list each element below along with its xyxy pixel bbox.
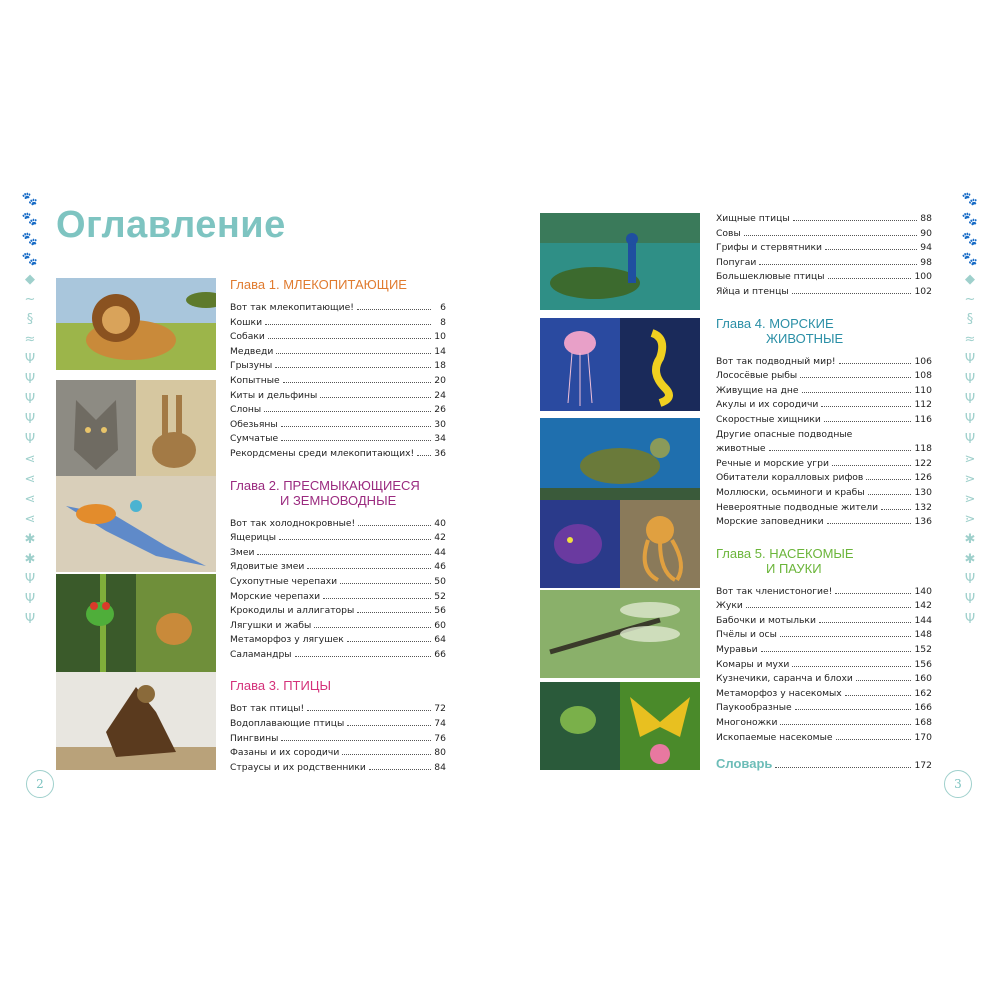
toc-entry-page: 66 <box>434 648 446 660</box>
toc-entry-page: 18 <box>434 360 446 372</box>
toc-entry-page: 126 <box>914 472 932 484</box>
paw-print-icon: 🐾 <box>961 212 979 227</box>
bird-track-icon: Ψ <box>964 592 976 607</box>
photo-eagle <box>56 672 216 770</box>
paw-print-icon: 🐾 <box>961 232 979 247</box>
toc-entry[interactable] <box>230 359 446 374</box>
page-number-left: 2 <box>26 770 54 798</box>
toc-entry-title: Саламандры <box>230 648 292 660</box>
toc-entry-page: 90 <box>920 227 932 239</box>
chapter-5 <box>716 546 932 746</box>
toc-entry-page: 50 <box>434 575 446 587</box>
toc-entry[interactable] <box>716 599 932 614</box>
paw-print-icon: 🐾 <box>21 192 39 207</box>
toc-entry[interactable] <box>716 672 932 687</box>
toc-entry-title: Змеи <box>230 546 255 558</box>
bird-track-icon: Ψ <box>964 412 976 427</box>
fish-icon: ⋖ <box>24 472 36 487</box>
toc-entry-page: 52 <box>434 590 446 602</box>
toc-entry-title: Моллюски, осьминоги и крабы <box>716 486 865 498</box>
toc-entry[interactable] <box>230 374 446 389</box>
fish-icon: ⋗ <box>964 472 976 487</box>
toc-entry-page: 42 <box>434 532 446 544</box>
toc-entry[interactable] <box>716 628 932 643</box>
photo-wolf-and-hare <box>56 380 216 476</box>
chapter-heading[interactable]: Глава 2. ПРЕСМЫКАЮЩИЕСЯ И ЗЕМНОВОДНЫЕ <box>230 477 420 508</box>
chapter-entries <box>230 702 446 775</box>
toc-entry[interactable] <box>230 403 446 418</box>
toc-entry[interactable] <box>716 256 932 271</box>
paw-print-icon: 🐾 <box>961 192 979 207</box>
toc-entry-page: 80 <box>434 747 446 759</box>
toc-entry-title: Скоростные хищники <box>716 413 821 425</box>
bird-track-icon: Ψ <box>24 612 36 627</box>
bird-track-icon: Ψ <box>964 372 976 387</box>
fish-icon: ⋖ <box>24 492 36 507</box>
toc-entry-page: 132 <box>914 501 932 513</box>
toc-entry[interactable] <box>716 486 932 501</box>
toc-entry-title: Комары и мухи <box>716 658 790 670</box>
photo-lizard <box>56 476 216 572</box>
bird-track-icon: Ψ <box>24 392 36 407</box>
toc-entry[interactable] <box>716 384 932 399</box>
toc-entry-page: 74 <box>434 718 446 730</box>
snake-icon: § <box>966 312 974 327</box>
bird-track-icon: Ψ <box>24 572 36 587</box>
toc-entry[interactable] <box>230 633 446 648</box>
toc-entry-page: 98 <box>920 256 932 268</box>
frog-icon: ◆ <box>25 272 35 287</box>
toc-entry-page: 156 <box>914 658 932 670</box>
toc-entry-title: Вот так холоднокровные! <box>230 517 356 529</box>
toc-entry-title: Большеклювые птицы <box>716 271 825 283</box>
toc-entry-title: Вот так членистоногие! <box>716 585 833 597</box>
toc-entry[interactable] <box>716 515 932 530</box>
chapter-heading[interactable]: Глава 3. ПТИЦЫ <box>230 678 331 694</box>
chapter-entries <box>230 517 446 663</box>
toc-entry[interactable] <box>230 575 446 590</box>
left-decoration-strip <box>8 190 52 630</box>
toc-entry[interactable] <box>230 345 446 360</box>
photo-boxfish-and-octopus <box>540 500 700 588</box>
toc-entry-title: Кошки <box>230 316 263 328</box>
toc-entry-page: 136 <box>914 516 932 528</box>
crab-icon: ✱ <box>24 532 36 547</box>
toc-entry-page: 152 <box>914 644 932 656</box>
toc-entry[interactable] <box>716 585 932 600</box>
toc-entry[interactable] <box>230 517 446 532</box>
chapter-1 <box>230 277 446 462</box>
toc-entry-page: 8 <box>440 316 446 328</box>
toc-entry-page: 106 <box>914 355 932 367</box>
chapter-heading[interactable]: Глава 5. НАСЕКОМЫЕ И ПАУКИ <box>716 545 854 576</box>
toc-entry-page: 144 <box>914 614 932 626</box>
toc-entry-title: Слоны <box>230 404 262 416</box>
bird-track-icon: Ψ <box>24 592 36 607</box>
chapter-3-continued <box>716 212 932 300</box>
bird-track-icon: Ψ <box>24 352 36 367</box>
toc-entry-title: Фазаны и их сородичи <box>230 747 340 759</box>
toc-entry-title: Морские заповедники <box>716 516 824 528</box>
toc-entry-title: Грызуны <box>230 360 273 372</box>
toc-entry[interactable] <box>716 701 932 716</box>
toc-left <box>230 277 446 775</box>
chapter-2 <box>230 478 446 663</box>
toc-entry[interactable] <box>230 619 446 634</box>
toc-entry-title: Другие опасные подводные <box>716 428 853 440</box>
toc-entry-page: 170 <box>914 731 932 743</box>
toc-entry[interactable] <box>716 716 932 731</box>
toc-entry-page: 108 <box>914 370 932 382</box>
toc-entry-page: 40 <box>434 517 446 529</box>
toc-entry[interactable] <box>716 643 932 658</box>
fish-icon: ⋖ <box>24 512 36 527</box>
bird-track-icon: Ψ <box>964 572 976 587</box>
toc-entry[interactable] <box>230 330 446 345</box>
toc-entry-page: 118 <box>914 443 932 455</box>
toc-entry-page: 100 <box>914 271 932 283</box>
toc-entry-title: Паукообразные <box>716 702 792 714</box>
toc-entry[interactable] <box>230 761 446 776</box>
toc-entry-title: Совы <box>716 227 741 239</box>
toc-entry-title: Лягушки и жабы <box>230 619 312 631</box>
toc-entry[interactable] <box>230 604 446 619</box>
toc-entry-title: Лососёвые рыбы <box>716 370 798 382</box>
toc-entry[interactable] <box>716 241 932 256</box>
toc-entry[interactable] <box>230 418 446 433</box>
bird-track-icon: Ψ <box>964 432 976 447</box>
toc-entry[interactable] <box>230 746 446 761</box>
toc-entry-page: 26 <box>434 404 446 416</box>
toc-entry-page: 116 <box>914 413 932 425</box>
toc-entry-page: 148 <box>914 629 932 641</box>
toc-entry[interactable] <box>230 546 446 561</box>
toc-entry-page: 112 <box>914 399 932 411</box>
toc-entry-title: Метаморфоз у насекомых <box>716 687 842 699</box>
toc-entry-title: Страусы и их родственники <box>230 761 366 773</box>
toc-entry[interactable] <box>230 590 446 605</box>
toc-entry[interactable] <box>716 355 932 370</box>
toc-entry-page: 36 <box>434 447 446 459</box>
toc-entry-title: Пчёлы и осы <box>716 629 777 641</box>
bird-track-icon: Ψ <box>964 352 976 367</box>
lizard-icon: ≈ <box>24 332 36 347</box>
toc-entry-title: Ископаемые насекомые <box>716 731 833 743</box>
photo-jellyfish-and-seahorse <box>540 318 700 411</box>
bird-track-icon: Ψ <box>24 432 36 447</box>
toc-entry-title: Хищные птицы <box>716 213 790 224</box>
photo-lion <box>56 278 216 370</box>
glossary-entry[interactable]: Словарь 172 <box>716 756 932 772</box>
paw-print-icon: 🐾 <box>961 252 979 267</box>
toc-entry-page: 142 <box>914 600 932 612</box>
page-title: Оглавление <box>56 204 286 246</box>
toc-entry-page: 140 <box>914 585 932 597</box>
toc-entry[interactable] <box>716 614 932 629</box>
toc-entry[interactable] <box>716 428 932 457</box>
toc-right <box>716 212 932 774</box>
lizard-icon: ~ <box>964 292 976 307</box>
photo-peacock <box>540 213 700 310</box>
toc-entry-title: Живущие на дне <box>716 384 799 396</box>
toc-entry-title: Грифы и стервятники <box>716 242 823 254</box>
toc-entry[interactable] <box>716 212 932 227</box>
toc-entry[interactable] <box>716 471 932 486</box>
toc-entry-page: 20 <box>434 374 446 386</box>
toc-entry[interactable] <box>716 227 932 242</box>
toc-entry[interactable] <box>716 270 932 285</box>
lizard-icon: ~ <box>24 292 36 307</box>
toc-entry[interactable] <box>716 457 932 472</box>
toc-entry-title: Сухопутные черепахи <box>230 575 338 587</box>
toc-entry[interactable] <box>230 560 446 575</box>
toc-entry-page: 44 <box>434 546 446 558</box>
right-photo-column <box>540 213 700 770</box>
toc-entry-page: 6 <box>440 302 446 313</box>
toc-entry-title: Киты и дельфины <box>230 389 318 401</box>
toc-entry[interactable] <box>716 687 932 702</box>
toc-entry-page: 110 <box>914 384 932 396</box>
toc-entry[interactable] <box>230 648 446 663</box>
paw-print-icon: 🐾 <box>21 252 39 267</box>
toc-entry-title: Муравьи <box>716 644 758 656</box>
crab-icon: ✱ <box>964 552 976 567</box>
photo-dragonfly <box>540 590 700 678</box>
toc-entry[interactable] <box>716 285 932 300</box>
toc-entry-page: 56 <box>434 605 446 617</box>
toc-entry-title: Рекордсмены среди млекопитающих! <box>230 447 415 459</box>
toc-entry-title: Обезьяны <box>230 418 278 430</box>
fish-icon: ⋖ <box>24 452 36 467</box>
toc-entry-title: Вот так птицы! <box>230 703 305 715</box>
toc-entry-page: 60 <box>434 619 446 631</box>
toc-entry-title: Попугаи <box>716 256 757 268</box>
toc-entry-title: Акулы и их сородичи <box>716 399 819 411</box>
toc-entry-page: 84 <box>434 761 446 773</box>
toc-entry-page: 30 <box>434 418 446 430</box>
chapter-heading[interactable]: Глава 1. МЛЕКОПИТАЮЩИЕ <box>230 277 407 292</box>
toc-entry-page: 14 <box>434 345 446 357</box>
crab-icon: ✱ <box>24 552 36 567</box>
toc-entry[interactable] <box>230 316 446 331</box>
right-decoration-strip <box>948 190 992 630</box>
toc-entry-title: Яйца и птенцы <box>716 285 789 297</box>
page-number-right: 3 <box>944 770 972 798</box>
toc-entry-title: Пингвины <box>230 732 279 744</box>
toc-entry-title: Ящерицы <box>230 532 277 544</box>
toc-entry-title: Собаки <box>230 331 265 343</box>
chapter-heading[interactable]: Глава 4. МОРСКИЕ ЖИВОТНЫЕ <box>716 315 844 346</box>
toc-entry[interactable] <box>230 301 446 316</box>
toc-entry-page: 76 <box>434 732 446 744</box>
toc-entry[interactable] <box>230 732 446 747</box>
fish-icon: ⋗ <box>964 492 976 507</box>
toc-entry-page: 24 <box>434 389 446 401</box>
chapter-entries <box>230 301 446 462</box>
bird-track-icon: Ψ <box>24 412 36 427</box>
toc-entry-page: 88 <box>920 213 932 224</box>
toc-entry-title-cont: животные <box>716 443 766 455</box>
bird-track-icon: Ψ <box>24 372 36 387</box>
toc-entry-page: 64 <box>434 634 446 646</box>
toc-entry-page: 130 <box>914 486 932 498</box>
toc-entry-page: 10 <box>434 331 446 343</box>
chapter-entries <box>716 355 932 530</box>
toc-entry[interactable] <box>230 389 446 404</box>
toc-entry[interactable] <box>230 432 446 447</box>
toc-entry-title: Копытные <box>230 374 280 386</box>
bird-track-icon: Ψ <box>964 392 976 407</box>
toc-entry-title: Речные и морские угри <box>716 457 829 469</box>
toc-entry[interactable] <box>716 658 932 673</box>
left-photo-column <box>56 278 216 770</box>
toc-entry-title: Морские черепахи <box>230 590 321 602</box>
snake-icon: § <box>26 312 34 327</box>
toc-entry-page: 94 <box>920 242 932 254</box>
toc-entry-page: 72 <box>434 703 446 715</box>
paw-print-icon: 🐾 <box>21 232 39 247</box>
toc-entry-title: Крокодилы и аллигаторы <box>230 605 355 617</box>
crab-icon: ✱ <box>964 532 976 547</box>
paw-print-icon: 🐾 <box>21 212 39 227</box>
toc-entry-page: 168 <box>914 717 932 729</box>
toc-entry-page: 34 <box>434 433 446 445</box>
toc-entry-title: Медведи <box>230 345 274 357</box>
toc-entry-title: Бабочки и мотыльки <box>716 614 816 626</box>
toc-entry-page: 46 <box>434 561 446 573</box>
toc-entry[interactable] <box>230 702 446 717</box>
toc-entry-title: Метаморфоз у лягушек <box>230 634 344 646</box>
toc-entry[interactable] <box>716 398 932 413</box>
toc-entry-page: 102 <box>914 285 932 297</box>
toc-entry-title: Вот так млекопитающие! <box>230 302 354 313</box>
chapter-4 <box>716 316 932 530</box>
toc-entry-page: 160 <box>914 673 932 685</box>
toc-entry-title: Вот так подводный мир! <box>716 355 836 367</box>
toc-entry[interactable] <box>230 447 446 462</box>
fish-icon: ⋗ <box>964 512 976 527</box>
toc-entry[interactable] <box>716 369 932 384</box>
photo-sea-turtle <box>540 418 700 500</box>
toc-entry[interactable] <box>230 717 446 732</box>
toc-entry-title: Ядовитые змеи <box>230 561 305 573</box>
toc-entry-page: 166 <box>914 702 932 714</box>
fish-icon: ⋗ <box>964 452 976 467</box>
chapter-entries <box>716 585 932 746</box>
toc-entry-title: Сумчатые <box>230 433 279 445</box>
toc-entry[interactable] <box>716 731 932 746</box>
toc-entry-title: Многоножки <box>716 717 778 729</box>
lizard-icon: ≈ <box>964 332 976 347</box>
bird-track-icon: Ψ <box>964 612 976 627</box>
toc-entry-title: Обитатели коралловых рифов <box>716 472 864 484</box>
photo-beetle-and-butterfly <box>540 682 700 770</box>
frog-icon: ◆ <box>965 272 975 287</box>
chapter-3 <box>230 678 446 775</box>
toc-entry-title: Невероятные подводные жители <box>716 501 879 513</box>
toc-entry-title: Кузнечики, саранча и блохи <box>716 673 853 685</box>
toc-entry-page: 162 <box>914 687 932 699</box>
photo-tree-frogs <box>56 574 216 672</box>
toc-entry-title: Водоплавающие птицы <box>230 718 345 730</box>
toc-entry-title: Жуки <box>716 600 743 612</box>
toc-entry-page: 122 <box>914 457 932 469</box>
toc-entry[interactable] <box>716 413 932 428</box>
toc-entry[interactable] <box>716 501 932 516</box>
toc-entry[interactable] <box>230 531 446 546</box>
